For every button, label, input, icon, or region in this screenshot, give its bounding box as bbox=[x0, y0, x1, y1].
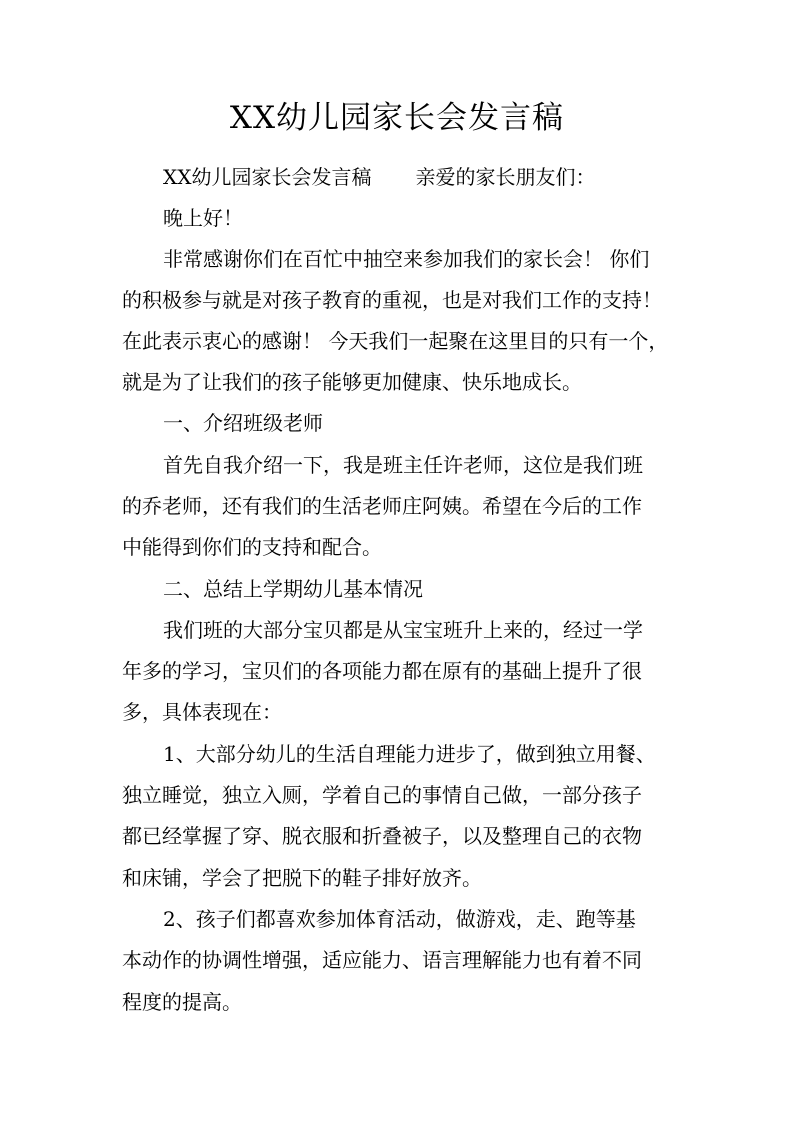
section-heading: 二、总结上学期幼儿基本情况 bbox=[163, 577, 423, 601]
paragraph-line: 的乔老师，还有我们的生活老师庄阿姨。希望在今后的工作 bbox=[122, 494, 642, 518]
paragraph-line: 我们班的大部分宝贝都是从宝宝班升上来的，经过一学 bbox=[163, 618, 643, 642]
paragraph-line: 程度的提高。 bbox=[122, 990, 242, 1014]
paragraph-line: 就是为了让我们的孩子能够更加健康、快乐地成长。 bbox=[122, 370, 582, 394]
paragraph-line: 和床铺，学会了把脱下的鞋子排好放齐。 bbox=[122, 866, 482, 890]
paragraph-line-header bbox=[163, 163, 595, 191]
paragraph-line: 本动作的协调性增强，适应能力、语言理解能力也有着不同 bbox=[122, 948, 642, 972]
paragraph-line: 中能得到你们的支持和配合。 bbox=[122, 535, 382, 559]
paragraph-line: 年多的学习，宝贝们的各项能力都在原有的基础上提升了很 bbox=[122, 659, 642, 683]
paragraph-line: 首先自我介绍一下，我是班主任许老师，这位是我们班 bbox=[163, 453, 643, 477]
paragraph-line: 晚上好！ bbox=[163, 206, 243, 230]
paragraph-line: 的积极参与就是对孩子教育的重视，也是对我们工作的支持！ bbox=[122, 288, 662, 312]
paragraph-line: 1、大部分幼儿的生活自理能力进步了，做到独立用餐、 bbox=[163, 742, 656, 766]
paragraph-line: 在此表示衷心的感谢！ 今天我们一起聚在这里目的只有一个， bbox=[122, 329, 669, 353]
document-title: XX幼儿园家长会发言稿 bbox=[229, 100, 565, 136]
paragraph-line: 2、孩子们都喜欢参加体育活动，做游戏，走、跑等基 bbox=[163, 907, 636, 931]
doc-subtitle: XX幼儿园家长会发言稿 bbox=[163, 165, 372, 189]
section-heading: 一、介绍班级老师 bbox=[163, 411, 323, 435]
salutation: 亲爱的家长朋友们： bbox=[415, 165, 596, 189]
paragraph-line: 独立睡觉，独立入厕，学着自己的事情自己做，一部分孩子 bbox=[122, 783, 642, 807]
paragraph-line: 非常感谢你们在百忙中抽空来参加我们的家长会！ 你们 bbox=[163, 247, 650, 271]
paragraph-line: 都已经掌握了穿、脱衣服和折叠被子，以及整理自己的衣物 bbox=[122, 824, 642, 848]
paragraph-line: 多，具体表现在： bbox=[122, 700, 282, 724]
